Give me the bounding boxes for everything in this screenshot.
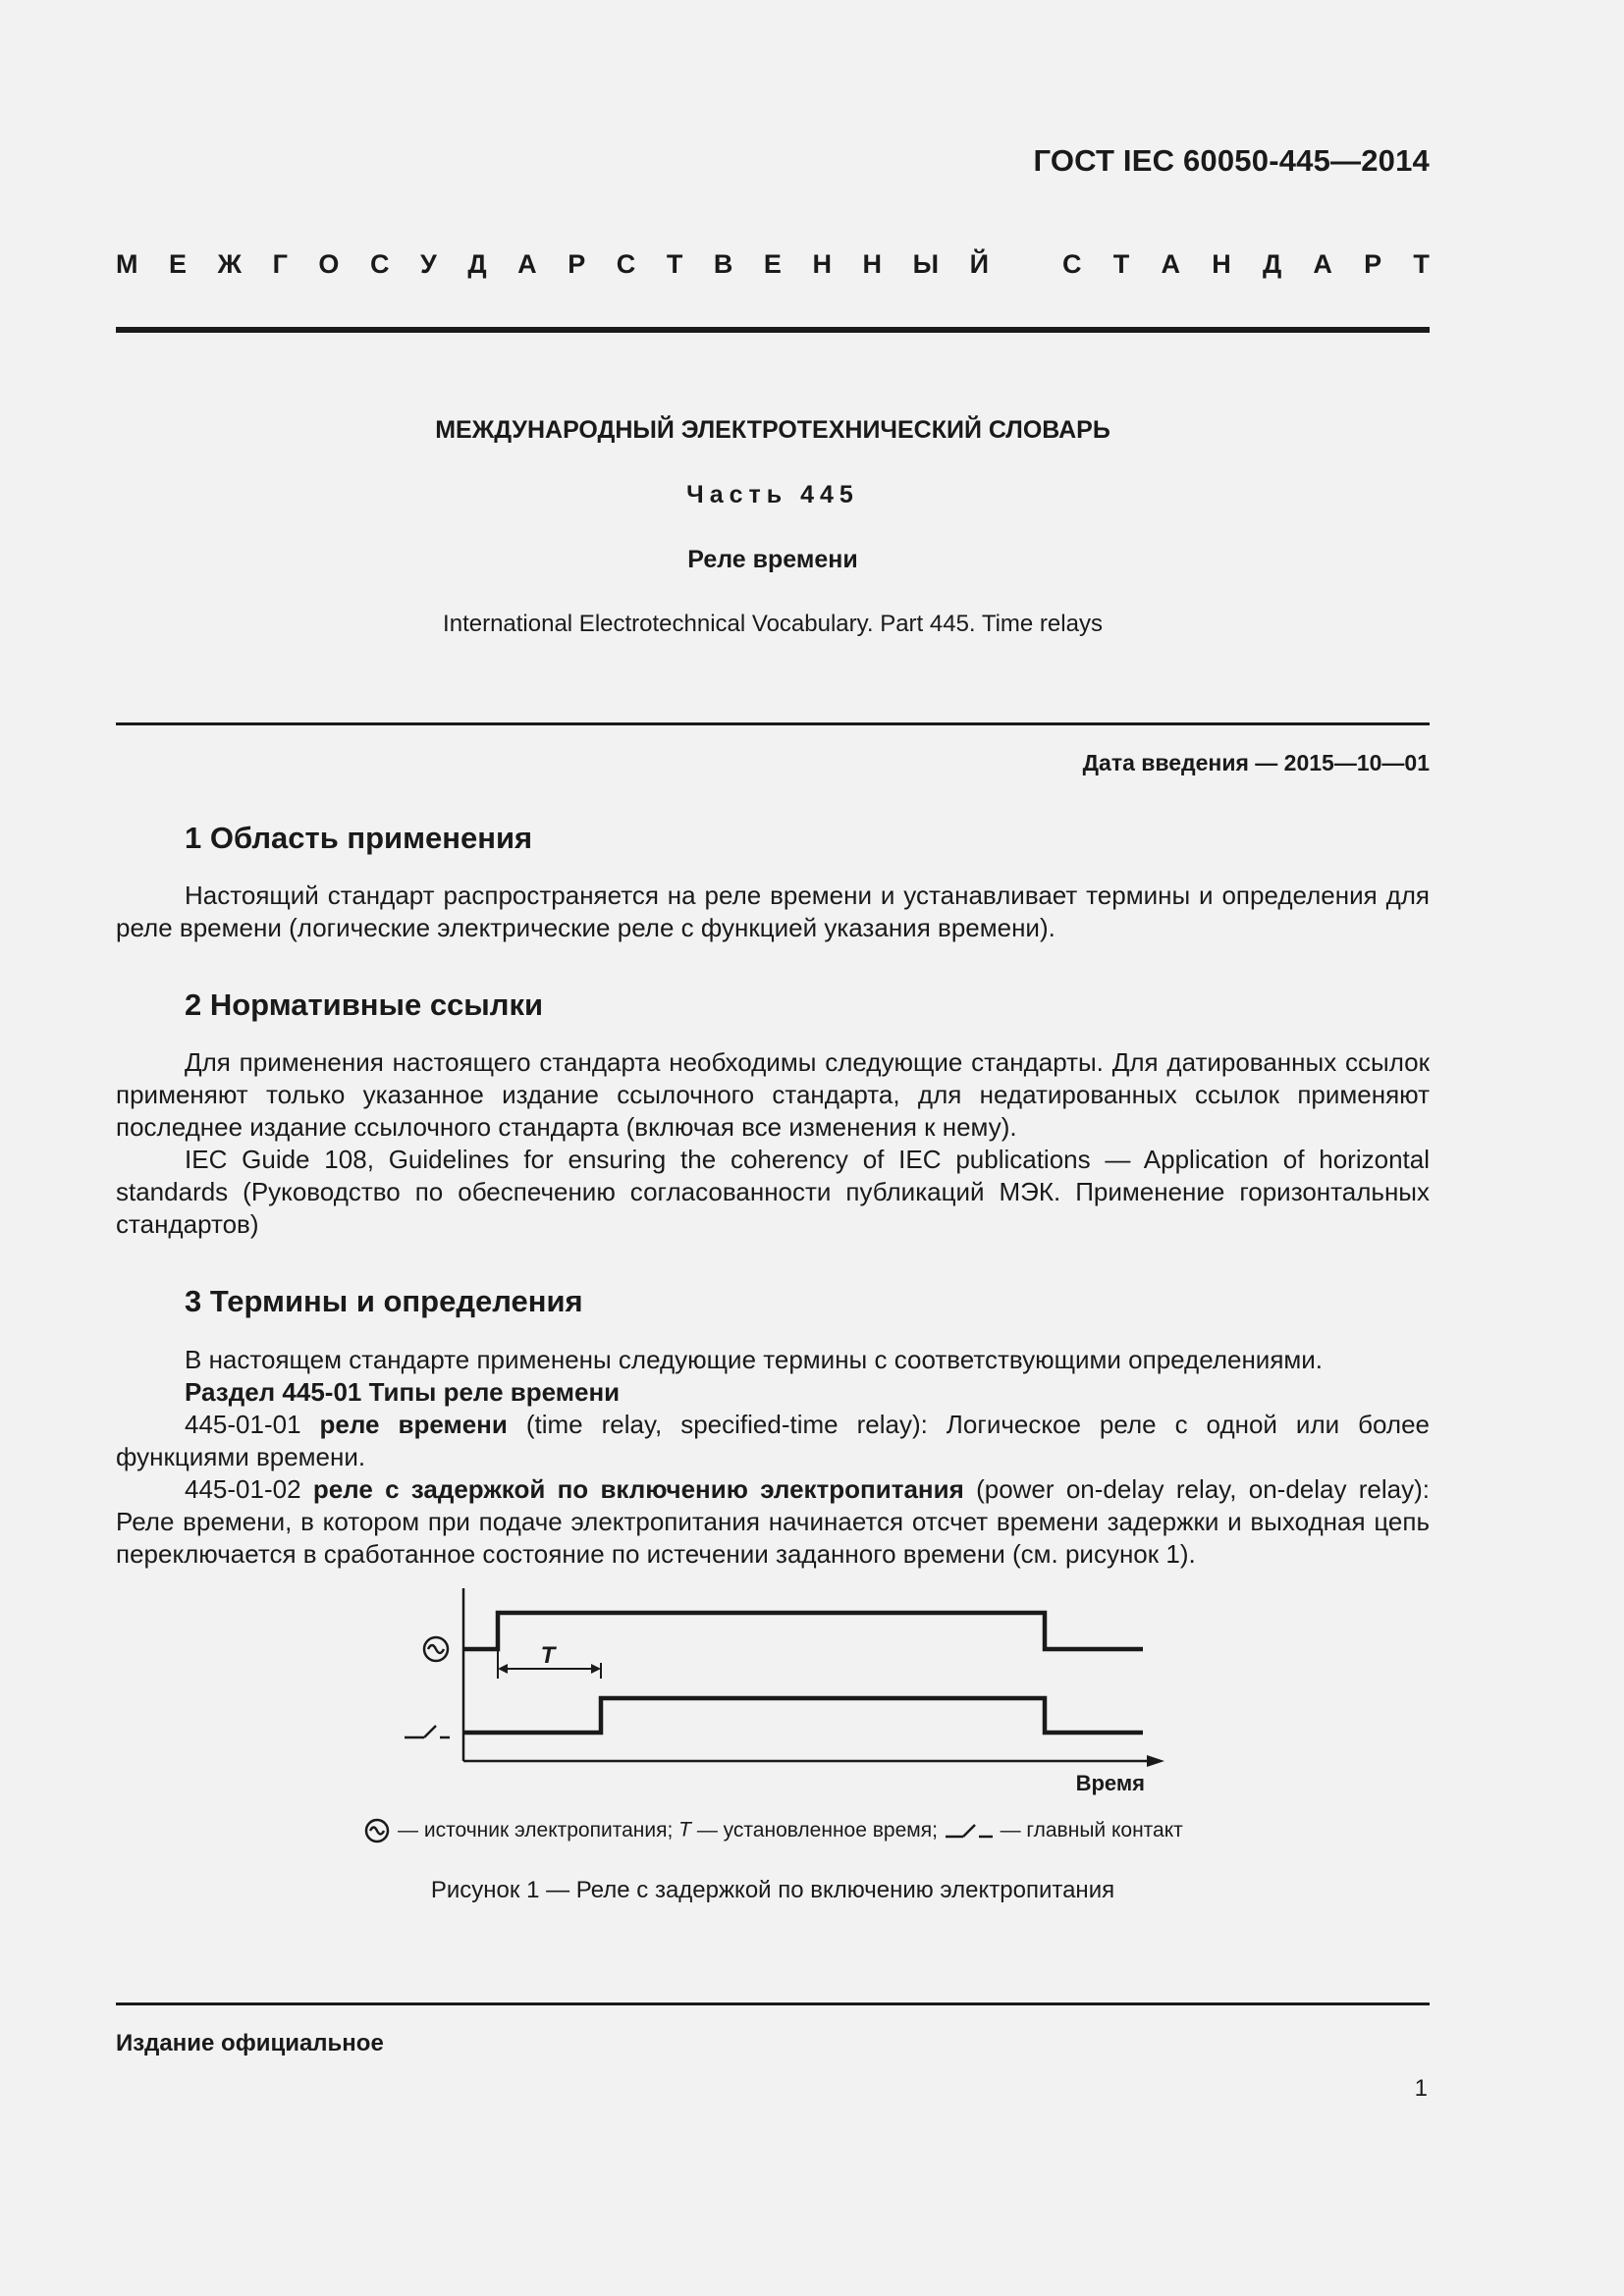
banner-letter: С: [616, 249, 636, 279]
main-contact-icon: [944, 1819, 995, 1842]
section-3-heading: 3 Термины и определения: [185, 1284, 583, 1318]
header-divider: [116, 327, 1430, 333]
banner-letter: Т: [1112, 249, 1130, 279]
banner-word-standard: [1062, 249, 1430, 280]
delay-arrow-right-head: [591, 1664, 601, 1674]
banner-letter: Р: [568, 249, 586, 279]
section-1-text: Настоящий стандарт распространяется на реле времени и устанавливает термины и определения для реле времени (логические электрические реле с функцией указания времени).: [116, 881, 1430, 942]
power-wave-icon: [428, 1645, 444, 1653]
footer-divider: [116, 2002, 1430, 2005]
term-number: 445-01-02: [185, 1474, 301, 1504]
banner-letter: Н: [1212, 249, 1231, 279]
page-number: 1: [1414, 2075, 1428, 2102]
banner-letter: О: [318, 249, 340, 279]
term-entry-445-01-02: [116, 1473, 1430, 1571]
english-title: International Electrotechnical Vocabulary. Part 445. Time relays: [443, 611, 1103, 637]
banner-letter: Р: [1364, 249, 1382, 279]
banner-letter: Ы: [912, 249, 940, 279]
figure-legend: [116, 1816, 1430, 1845]
subsection-title: Раздел 445-01 Типы реле времени: [185, 1377, 621, 1407]
standard-code: ГОСТ IEC 60050-445—2014: [1033, 143, 1430, 178]
time-axis-label: Время: [1075, 1771, 1145, 1795]
delay-time-label: T: [540, 1642, 556, 1669]
document-subtitle: Реле времени: [687, 546, 858, 573]
section-2-paragraph-1: Для применения настоящего стандарта необходимы следующие стандарты. Для датированных ссылок применяют только указанное издание ссылочного стандарта, для недатированных ссылок применяют последнее издание ссылочного стандарта (включая все изменения к нему).: [116, 1047, 1430, 1142]
legend-contact: — главный контакт: [1000, 1819, 1183, 1842]
banner-letter: У: [420, 249, 437, 279]
timing-diagram: [393, 1588, 1178, 1804]
delay-arrow-left-head: [498, 1664, 508, 1674]
banner-letter: Й: [969, 249, 989, 279]
banner-letter: Т: [1413, 249, 1430, 279]
term-definition: (time relay, specified-time relay): Логическое реле с одной или более функциями времени.: [116, 1410, 1430, 1471]
term-definition: (power on-delay relay, on-delay relay): Реле времени, в котором при подаче электропитания начинается отсчет времени задержки и выходная цепь переключается в сработанное состояние по истечении заданного времени (см. рисунок 1).: [116, 1474, 1430, 1569]
banner-letter: А: [517, 249, 537, 279]
edition-note: Издание официальное: [116, 2030, 384, 2056]
time-axis-arrowhead: [1147, 1755, 1164, 1767]
section-3-intro: В настоящем стандарте применены следующие термины с соответствующими определениями.: [185, 1345, 1324, 1374]
main-contact-icon: [405, 1726, 450, 1737]
banner-letter: С: [1062, 249, 1082, 279]
banner-letter: А: [1313, 249, 1332, 279]
introduction-date: Дата введения — 2015—10—01: [1082, 750, 1430, 775]
standard-type-banner: [116, 249, 1430, 280]
term-entry-445-01-01: [116, 1409, 1430, 1473]
section-1-heading: 1 Область применения: [185, 821, 533, 855]
legend-t-text: — установленное время;: [696, 1819, 938, 1842]
banner-letter: Н: [812, 249, 832, 279]
banner-letter: В: [713, 249, 733, 279]
term-name: реле времени: [319, 1410, 508, 1439]
legend-power: — источник электропитания;: [398, 1819, 674, 1842]
banner-letter: Д: [1262, 249, 1282, 279]
banner-letter: Ж: [217, 249, 243, 279]
section-2-paragraph-2: IEC Guide 108, Guidelines for ensuring the coherency of IEC publications — Application of horizontal standards (Руководство по обеспечению согласованности публикаций МЭК. Применение горизонтальных стандартов): [116, 1145, 1430, 1239]
figure-caption: Рисунок 1 — Реле с задержкой по включению электропитания: [430, 1877, 1115, 1903]
document-part: Часть 445: [686, 481, 859, 508]
term-name: реле с задержкой по включению электропитания: [312, 1474, 964, 1504]
power-source-icon: [362, 1816, 392, 1845]
banner-word-interstate: [116, 249, 989, 280]
power-signal-line: [463, 1613, 1143, 1649]
contact-signal-line: [463, 1698, 1143, 1733]
title-divider: [116, 722, 1430, 725]
banner-letter: Н: [862, 249, 883, 279]
banner-letter: Е: [169, 249, 188, 279]
banner-letter: Д: [467, 249, 487, 279]
section-2-heading: 2 Нормативные ссылки: [185, 988, 544, 1022]
document-title: МЕЖДУНАРОДНЫЙ ЭЛЕКТРОТЕХНИЧЕСКИЙ СЛОВАРЬ: [435, 416, 1110, 444]
banner-letter: Г: [272, 249, 288, 279]
banner-letter: А: [1161, 249, 1180, 279]
term-number: 445-01-01: [185, 1410, 301, 1439]
banner-letter: Т: [666, 249, 683, 279]
legend-t-symbol: T: [678, 1818, 691, 1842]
banner-letter: Е: [763, 249, 782, 279]
banner-letter: С: [369, 249, 390, 279]
banner-letter: М: [116, 249, 138, 279]
